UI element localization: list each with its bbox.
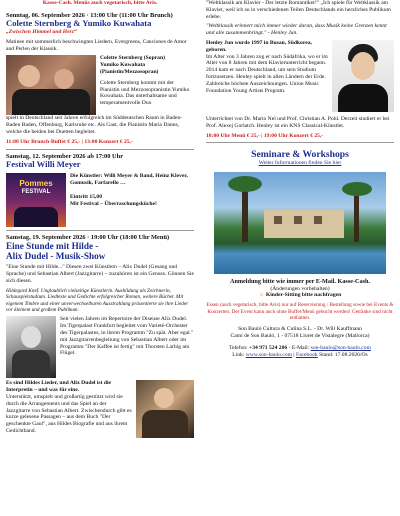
event1-subtitle: „Zwischen Himmel und Herz“ <box>6 28 77 35</box>
right-column <box>206 0 394 359</box>
seminare-title: Seminare & Workshops <box>251 149 349 161</box>
event3-title-1: Eine Stunde mit Hilde - <box>6 241 99 252</box>
changes: (Änderungen vorbehalten) <box>270 285 330 292</box>
henley-quote-1: "Weltklassik am Klavier - Der letzte Romantiker!" „Ich spiele für Weltklassik am Klavier, weil ich so in verschiedenen Teilen Deutschlands ein herzliches Publikum erlebe. <box>206 0 391 20</box>
henley-bio <box>206 40 394 112</box>
event3-body <box>6 316 194 378</box>
event3-desc-side: Seit vielen Jahren im Repertoire der Diseuse Alix Dudel. Im Tigerpalast Frankfurt begleitet vom Varieté-Orchester des Tigerpalastes, in ihrem Programm "Zu spät. Aber egal." mit Jazzgitarrenbegleitung von Sebastian Albert oder im Programm "Der Kaffee ist fertig" mit Thorsten Larbig am Flügel. <box>60 316 194 357</box>
event2-price-2: Mit Festival – Überraschungsküche! <box>70 201 157 208</box>
poster-word-1: Pommes <box>19 178 53 188</box>
event3-bottom <box>6 380 194 438</box>
registration: Anmeldung bitte wie immer per E-Mail. Kasse-Cash. <box>229 278 370 286</box>
event3-bottom-desc: Unterstützt, umspielt und großartig gestützt wird sie durch die Arrangements und das Spiel an der Jazzgitarre von Sebastian Albert. Zwischendurch gibt es kurze gelesene Passagen – aus dem Buch "Der geschenkte Gaul", aus Hildes Biografie und aus ihrem Gedichtband. <box>6 393 132 434</box>
separator: | <box>292 351 296 358</box>
poster-word-2: FESTIVAL <box>21 188 51 195</box>
event1-body <box>6 55 194 115</box>
seminare-link[interactable]: Weiter Informationen finden Sie hier <box>258 160 342 167</box>
kids-line <box>206 292 394 299</box>
phone-label: Telefon: <box>229 344 250 351</box>
website-link[interactable]: www.son-baulo.com <box>245 351 293 358</box>
event3-date: Samstag, 19. September 2026 · 19:00 Uhr (18:00 Uhr Menü) <box>6 233 170 241</box>
event3-photo-2 <box>136 380 194 438</box>
henley-photo <box>332 40 394 112</box>
event-hilde <box>6 234 194 439</box>
event1-performer-2: Yumiko Kuwahata (Pianistin/Mezzosopran) <box>100 62 159 75</box>
stand-date: Stand: 17.08.2026/Os <box>317 351 368 358</box>
divider <box>6 149 194 150</box>
smile-icon: ☺ <box>258 292 265 299</box>
event3-bottom-head: Es sind Hildes Lieder, und Alix Dudel ist die Interpretin – und was für eine. <box>6 380 112 394</box>
kids-text: Kinder-Sitting bitte nachfragen <box>265 292 342 299</box>
top-fragment: Kasse-Cash. Menüs auch vegetarisch, bitte Avis. <box>42 0 158 6</box>
left-column <box>6 0 194 438</box>
facebook-link[interactable]: Facebook <box>295 351 318 358</box>
contact-line <box>206 345 394 352</box>
henley-quote-2: "Weltklassik erinnert mich immer wieder daran, dass Musik keine Grenzen kennt und alle zusammenbringt." - Henley Jun. <box>206 23 387 37</box>
seminare-link-wrap <box>206 160 394 167</box>
link-line <box>206 352 394 359</box>
event1-desc-side: Colette Sternberg kommt mit der Pianistin und Mezzosopranistin Yumiko Kuwahata. Das unterhaltsame und temperamentvolle Duo <box>100 79 190 107</box>
venue-photo <box>214 172 386 274</box>
event1-date: Sonntag, 06. September 2026 · 13:00 Uhr (11:00 Uhr Brunch) <box>6 11 173 19</box>
event3-title-2: Alix Dudel - Musik-Show <box>6 251 106 262</box>
food-note: Essen (auch vegetarisch, bitte Avis) nur auf Reservierung / Bestellung sowie bei Events & Konzerten. Der Event kann auch ohne Buffet/Menü gebucht werden! Getränke sind nicht enthalten. <box>206 302 394 321</box>
event1-intro: Matinee mit sommerlich beschwingten Liedern, Evergreens, Canciones de Amor and Perlen der Klassik. <box>6 38 187 52</box>
address-2: Camí de Son Bauló, 1 - 07518 Lloret de Vistalegre (Mallorca) <box>230 333 370 340</box>
email-label: - E-Mail: <box>287 344 311 351</box>
email-link[interactable]: son-baulo@son-baulo.com <box>310 344 371 351</box>
event2-poster <box>6 173 66 227</box>
henley-bio-full: Unterrichtet von Dr. Mario Nel und Prof. Christian A. Pohl. Derzeit studiert er bei Prof. Alexej Gorlatch. Henley ist ein KNS Classical-Künstler. <box>206 115 390 129</box>
event2-date: Samstag, 12. September 2026 ab 17:00 Uhr <box>6 152 124 160</box>
event2-desc: Die Künstler: Willi Meyer & Band, Heinz Klever, Gomusik, Farfarello … <box>70 172 188 186</box>
event1-title: Colette Sternberg & Yumiko Kuwahata <box>6 18 152 29</box>
event3-intro: "Eine Stunde mit Hilde..." Diesen zwei Künstlern – Alix Dudel (Gesang und Sprache) und Sebastian Albert (Jazzgitarre) – zuzuhören ist ein Genuss. Gönnen Sie sich diesen. <box>6 264 194 284</box>
henley-price: 18:00 Uhr Menü € 25,- | 19:00 Uhr Konzert € 25,- <box>206 132 324 139</box>
event3-bottom-text <box>6 380 132 438</box>
divider <box>6 230 194 231</box>
divider <box>206 142 394 143</box>
phone: +34 971 524 206 <box>249 344 288 351</box>
event1-desc-full: spielt in Deutschland seit Jahren erfolgreich im Süddeutschen Raum in Baden-Baden Baden, Offenburg, Karlsruhe etc. Als Gast, die Pianistin Maria Danea, welche die beiden bei Duetten begleitet. <box>6 115 183 135</box>
event1-price: 11:00 Uhr Brunch-Buffet € 25,- | 13:00 Konzert € 25,- <box>6 138 133 145</box>
event2-body <box>6 173 194 227</box>
event2-side-text <box>70 173 194 227</box>
event1-side-text <box>100 55 194 115</box>
event2-price-1: Eintritt 15,00 <box>70 194 103 201</box>
event3-quote: Hildegard Knef. Unglaublich vielseitige Künstlerin. Ausbildung als Zeichnerin, Schauspielstudium. Liedtexte und Gedichte erfolgreicher Roman, weitere Bücher. Mit eigenem Timbre und einer unverwechselbaren Ausstrahlung präsentierte sie ihre Lieder vor kleinem und großem Publikum. <box>6 287 189 313</box>
event3-photo-1 <box>6 316 56 378</box>
event1-photo <box>6 55 96 115</box>
link-label: Link: <box>232 351 246 358</box>
address-1: Son Bauló Cultura & Culina S.L. - Dr. Will Kauffmann <box>238 326 362 333</box>
henley-bio-side: Im Alter von 3 Jahren zog er nach Südafrika, wo er im Alter von 8 Jahren mit dem Klavierunterricht begann. 2014 kam er nach Deutschland, um sein Studium fortzusetzen. Henley spielt in allen Ländern der Erde. Zahlreiche höchste Auszeichnungen. Union Music Foundation Young Artists Program. <box>206 53 328 94</box>
henley-bio-text <box>206 40 328 112</box>
event-colette <box>6 12 194 146</box>
henley-bio-head: Henley Jun wurde 1997 in Busan, Südkorea, geboren. <box>206 39 312 53</box>
event-festival <box>6 153 194 227</box>
event1-performer-1: Colette Sternberg (Sopran) <box>100 55 165 62</box>
event2-title: Festival Willi Meyer <box>6 159 81 170</box>
